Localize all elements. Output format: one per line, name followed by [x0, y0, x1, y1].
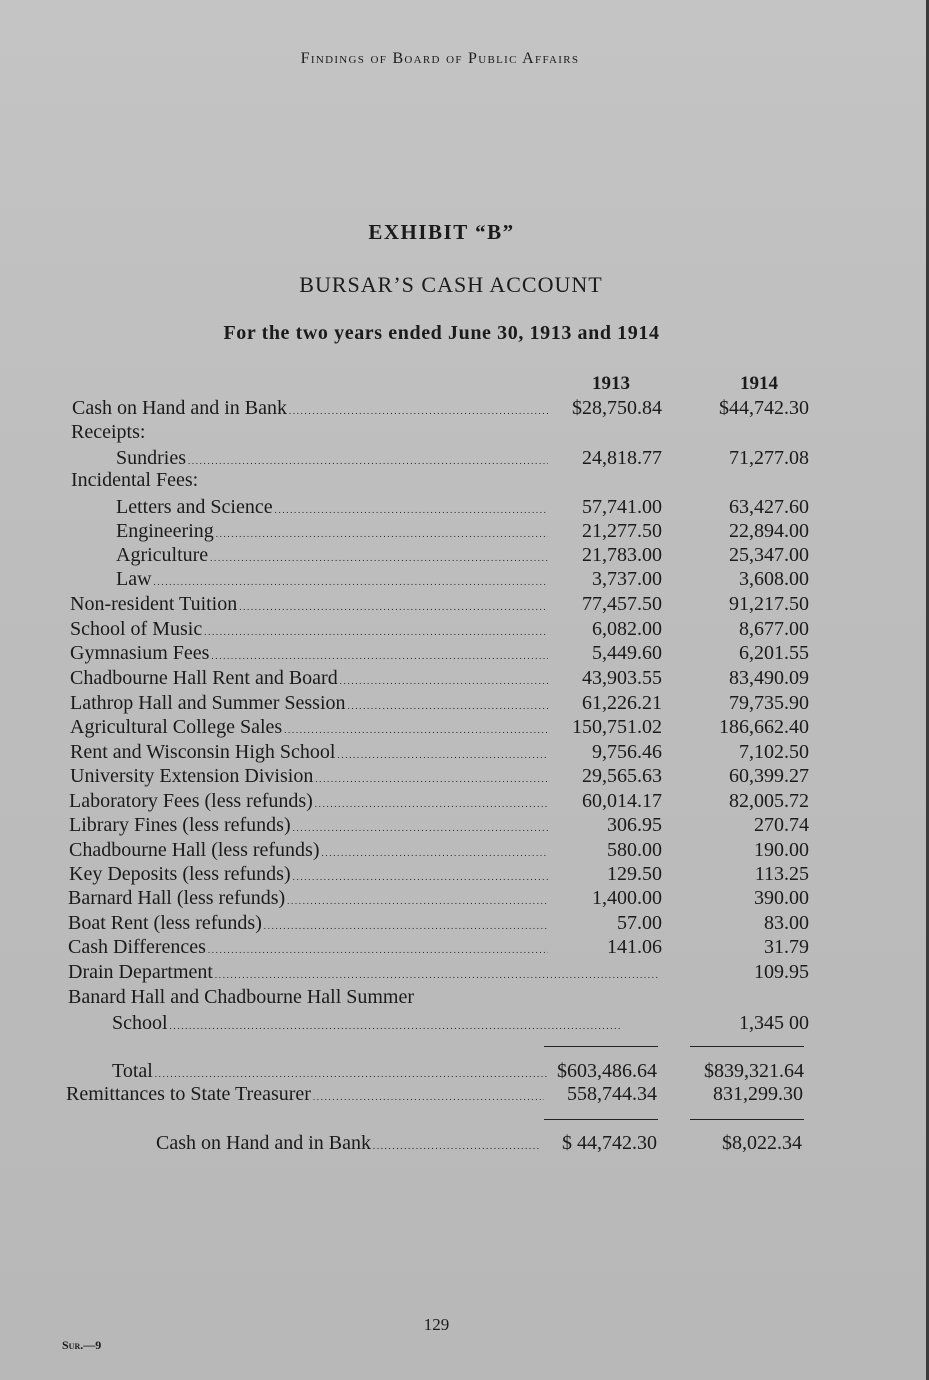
value-1914: 31.79 — [764, 936, 809, 958]
value-1913: 5,449.60 — [592, 642, 662, 664]
signature-mark: Sur.—9 — [62, 1338, 102, 1352]
value-1914: 60,399.27 — [729, 765, 809, 787]
value-1913: $28,750.84 — [572, 397, 662, 419]
value-1914: 22,894.00 — [729, 520, 809, 542]
value-1913: 1,400.00 — [592, 887, 662, 909]
closing-1913: $ 44,742.30 — [562, 1132, 657, 1154]
value-1914: 63,427.60 — [729, 496, 809, 518]
value-1914: 25,347.00 — [729, 544, 809, 566]
value-1914: 7,102.50 — [739, 741, 809, 763]
closing-label: Cash on Hand and in Bank . . . — [156, 1131, 540, 1158]
row-label: Non-resident Tuition . . . — [70, 592, 548, 619]
value-1913: 129.50 — [607, 863, 662, 885]
value-1913: 57.00 — [617, 912, 662, 934]
row-label: Barnard Hall (less refunds) . . . — [68, 886, 548, 913]
row-label: Agriculture . . . — [116, 543, 548, 570]
value-1913: 306.95 — [607, 814, 662, 836]
exhibit-heading: EXHIBIT “B” — [368, 220, 515, 244]
value-1913: 3,737.00 — [592, 568, 662, 590]
row-label: Agricultural College Sales . . . — [70, 715, 548, 742]
row-label: University Extension Division . . . — [70, 764, 548, 791]
row-label: School . . . — [112, 1011, 658, 1038]
value-1913: 61,226.21 — [582, 692, 662, 714]
row-label: School of Music . . . — [70, 617, 548, 644]
row-label: Lathrop Hall and Summer Session . . . — [70, 691, 548, 718]
value-1913: 9,756.46 — [592, 741, 662, 763]
value-1913: 6,082.00 — [592, 618, 662, 640]
row-label: Banard Hall and Chadbourne Hall Summer — [68, 986, 415, 1008]
row-label: Laboratory Fees (less refunds) . . . — [69, 789, 548, 816]
rule-1913 — [544, 1046, 658, 1047]
value-1913: 77,457.50 — [582, 593, 662, 615]
value-1914: $44,742.30 — [719, 397, 809, 419]
remittances-1913: 558,744.34 — [567, 1083, 657, 1105]
row-label: Letters and Science . . . — [116, 495, 548, 522]
value-1914: 109.95 — [754, 961, 809, 983]
value-1914: 83,490.09 — [729, 667, 809, 689]
row-label: Key Deposits (less refunds) . . . — [69, 862, 548, 889]
value-1914: 1,345 00 — [739, 1012, 809, 1034]
value-1913: 21,783.00 — [582, 544, 662, 566]
running-head: Findings of Board of Public Affairs — [300, 50, 580, 67]
row-label: Chadbourne Hall (less refunds) . . . — [69, 838, 548, 865]
value-1914: 3,608.00 — [739, 568, 809, 590]
column-header-1914: 1914 — [740, 373, 778, 394]
value-1913: 29,565.63 — [582, 765, 662, 787]
value-1914: 82,005.72 — [729, 790, 809, 812]
value-1913: 141.06 — [607, 936, 662, 958]
value-1914: 190.00 — [754, 839, 809, 861]
value-1914: 390.00 — [754, 887, 809, 909]
row-label: Drain Department . . . — [68, 960, 658, 987]
remittances-label: Remittances to State Treasurer . . . — [66, 1082, 544, 1109]
column-header-1913: 1913 — [592, 373, 630, 394]
value-1914: 186,662.40 — [719, 716, 809, 738]
total-1913: $603,486.64 — [557, 1060, 657, 1082]
row-label: Sundries . . . — [116, 446, 548, 473]
value-1914: 6,201.55 — [739, 642, 809, 664]
closing-1914: $8,022.34 — [722, 1132, 802, 1154]
page-title: BURSAR’S CASH ACCOUNT — [299, 272, 603, 297]
value-1914: 270.74 — [754, 814, 809, 836]
total-1914: $839,321.64 — [704, 1060, 804, 1082]
value-1913: 60,014.17 — [582, 790, 662, 812]
value-1914: 71,277.08 — [729, 447, 809, 469]
value-1913: 150,751.02 — [572, 716, 662, 738]
row-label: Library Fines (less refunds) . . . — [69, 813, 548, 840]
row-label: Rent and Wisconsin High School . . . — [70, 740, 548, 767]
row-label: Chadbourne Hall Rent and Board . . . — [70, 666, 548, 693]
page-subtitle: For the two years ended June 30, 1913 and 1914 — [223, 322, 660, 344]
value-1914: 91,217.50 — [729, 593, 809, 615]
value-1913: 580.00 — [607, 839, 662, 861]
total-label: Total . . . — [112, 1059, 548, 1086]
value-1913: 21,277.50 — [582, 520, 662, 542]
row-label: Gymnasium Fees . . . — [70, 641, 548, 668]
row-label: Cash Differences . . . — [68, 935, 548, 962]
value-1914: 8,677.00 — [739, 618, 809, 640]
row-label: Engineering . . . — [116, 519, 548, 546]
value-1913: 24,818.77 — [582, 447, 662, 469]
rule-1913 — [544, 1119, 658, 1120]
value-1914: 83.00 — [764, 912, 809, 934]
page-number: 129 — [423, 1315, 450, 1334]
row-label: Law . . . — [116, 567, 548, 594]
value-1913: 43,903.55 — [582, 667, 662, 689]
value-1914: 113.25 — [754, 863, 809, 885]
section-label: Receipts: — [71, 421, 146, 443]
rule-1914 — [690, 1119, 804, 1120]
row-label: Boat Rent (less refunds) . . . — [68, 911, 548, 938]
value-1914: 79,735.90 — [729, 692, 809, 714]
row-label: Cash on Hand and in Bank . . . — [72, 396, 548, 423]
section-label: Incidental Fees: — [71, 469, 199, 491]
rule-1914 — [690, 1046, 804, 1047]
value-1913: 57,741.00 — [582, 496, 662, 518]
remittances-1914: 831,299.30 — [713, 1083, 803, 1105]
